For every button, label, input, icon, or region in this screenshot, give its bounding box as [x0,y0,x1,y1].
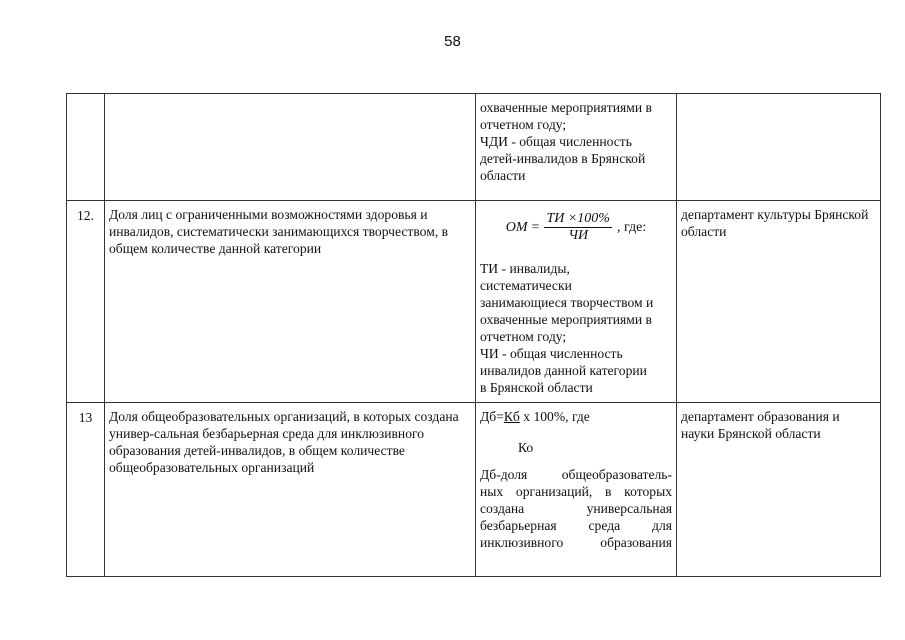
formula-numerator: ТИ ×100% [546,210,610,226]
responsible-cell: департамент культуры Брянской области [677,201,881,403]
formula-suffix: х 100%, где [523,409,590,424]
formula-denominator: ЧИ [568,227,589,243]
method-line: безбарьерная среда для [480,518,672,533]
formula [480,408,672,425]
method-line: ЧДИ - общая численность [480,134,632,149]
indicator-cell: Доля общеобразовательных организаций, в которых создана универ-сальная безбарьерная среда для инклюзивного образования детей-инвалидов, в общем количестве общеобразовательных организаций [105,403,476,577]
row-number: 13 [67,403,105,577]
method-line: ных организаций, в которых [480,484,672,499]
method-line: детей-инвалидов в Брянской [480,151,646,166]
indicator-cell: Доля лиц с ограниченными возможностями здоровья и инвалидов, систематически занимающихся творчеством, в общем количестве данной категории [105,201,476,403]
responsible-cell [677,94,881,201]
method-cell [476,94,677,201]
method-line: инвалидов данной категории [480,363,647,378]
method-line: области [480,168,526,183]
table-row [67,201,881,403]
method-line: занимающиеся творчеством и [480,295,654,310]
method-line: создана универсальная [480,501,672,516]
formula [480,206,672,248]
indicator-cell [105,94,476,201]
method-line: ТИ - инвалиды, [480,261,570,276]
formula-fraction [544,211,612,244]
responsible-cell: департамент образования и науки Брянской области [677,403,881,577]
table-row [67,94,881,201]
method-line: отчетном году; [480,329,567,344]
row-number: 12. [67,201,105,403]
table-row [67,403,881,577]
method-line: отчетном году; [480,117,567,132]
method-cell [476,201,677,403]
method-cell [476,403,677,577]
method-line: систематически [480,278,572,293]
formula-lhs: ОМ [505,219,528,235]
formula-suffix: , где: [616,219,647,235]
method-line: охваченные мероприятиями в [480,100,652,115]
formula-equals: = [531,219,540,235]
formula-numerator: Кб [503,409,520,424]
method-line: ЧИ - общая численность [480,346,623,361]
method-line: Дб-доля общеобразователь- [480,467,672,482]
page-number: 58 [444,33,461,50]
formula-denominator: Ко [518,440,534,455]
method-line: в Брянской области [480,380,593,395]
method-line: охваченные мероприятиями в [480,312,652,327]
method-line: инклюзивного образования [480,535,672,550]
formula-prefix: Дб= [480,409,504,424]
row-number [67,94,105,201]
indicators-table [66,93,881,577]
